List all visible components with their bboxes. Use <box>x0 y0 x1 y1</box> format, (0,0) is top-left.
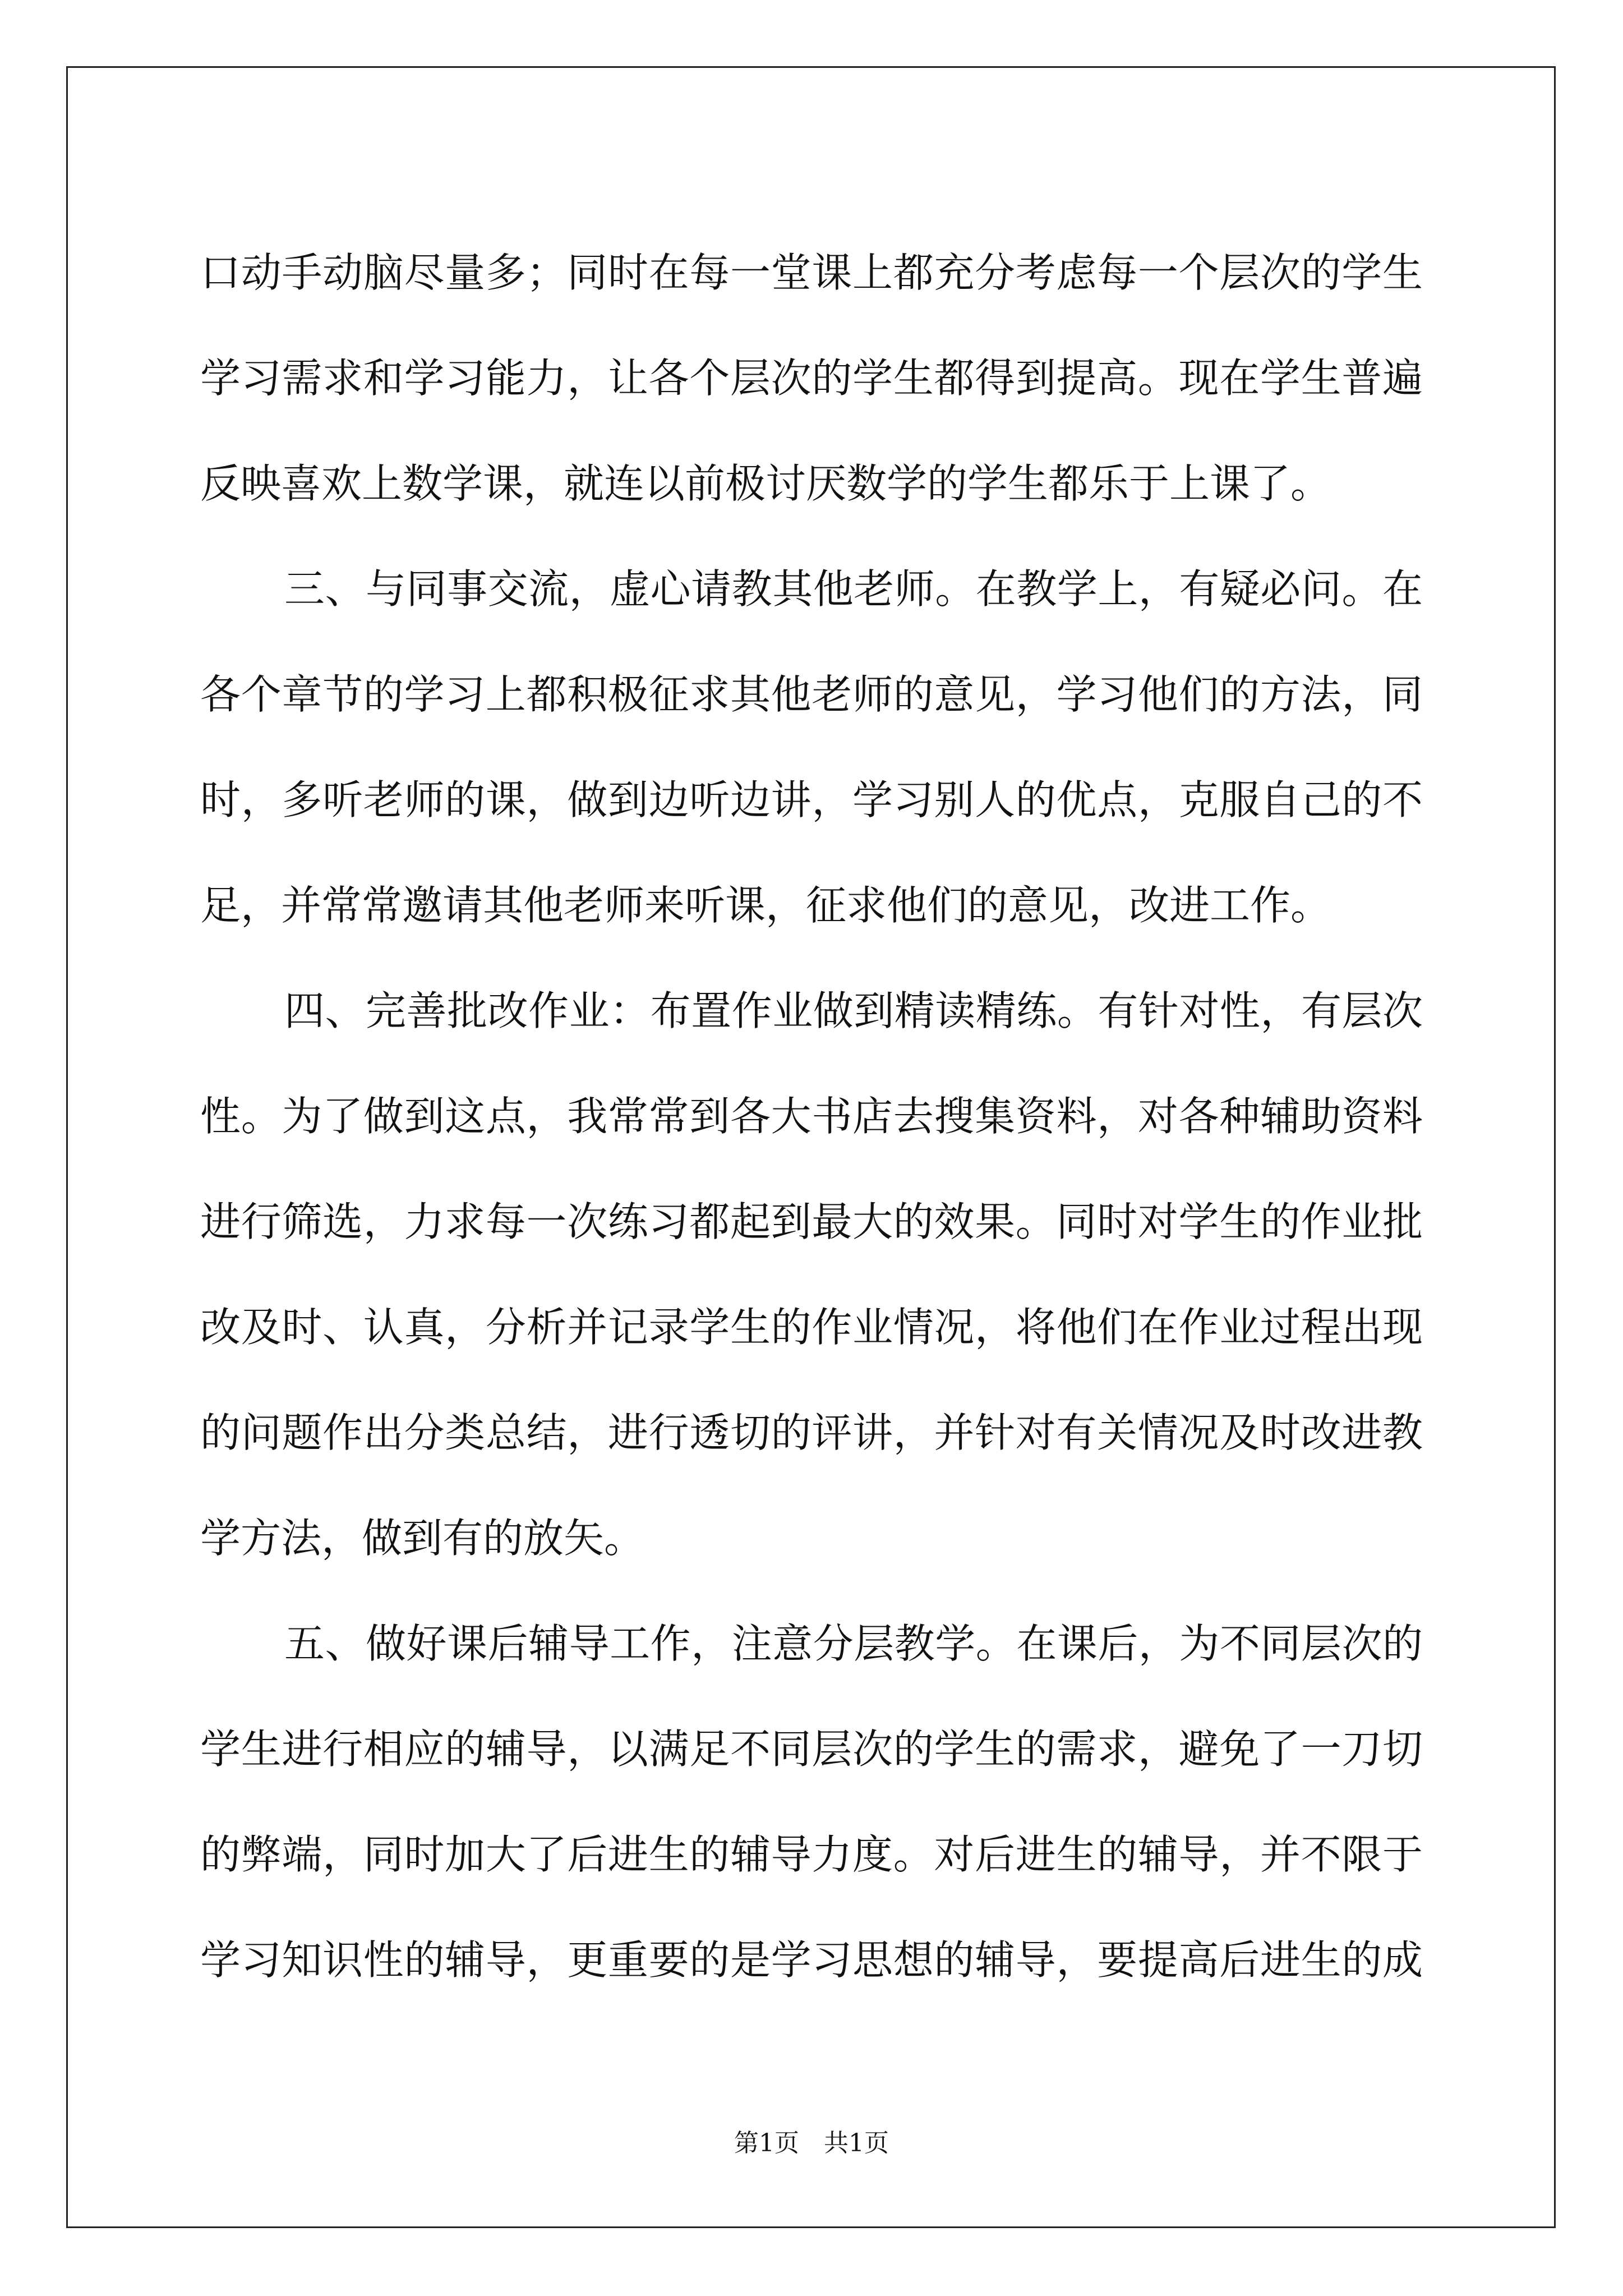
text-line: 口动手动脑尽量多；同时在每一堂课上都充分考虑每一个层次的学生 <box>200 249 1423 296</box>
paragraph-start-line: 五、做好课后辅导工作，注意分层教学。在课后，为不同层次的 <box>284 1620 1423 1667</box>
text-line: 改及时、认真，分析并记录学生的作业情况，将他们在作业过程出现 <box>200 1304 1423 1351</box>
text-line: 时，多听老师的课，做到边听边讲，学习别人的优点，克服自己的不 <box>200 776 1423 823</box>
text-line: 学生进行相应的辅导，以满足不同层次的学生的需求，避免了一刀切 <box>200 1726 1423 1773</box>
page-number-footer: 第1页 共1页 <box>734 2129 889 2157</box>
text-line: 各个章节的学习上都积极征求其他老师的意见，学习他们的方法，同 <box>200 671 1423 718</box>
text-line: 学习知识性的辅导，更重要的是学习思想的辅导，要提高后进生的成 <box>200 1936 1423 1984</box>
text-line: 性。为了做到这点，我常常到各大书店去搜集资料，对各种辅助资料 <box>200 1093 1423 1140</box>
paragraph-start-line: 四、完善批改作业：布置作业做到精读精练。有针对性，有层次 <box>284 987 1423 1034</box>
text-line: 反映喜欢上数学课，就连以前极讨厌数学的学生都乐于上课了。 <box>200 460 1331 507</box>
text-line: 学习需求和学习能力，让各个层次的学生都得到提高。现在学生普遍 <box>200 355 1423 402</box>
document-body <box>200 220 1423 2013</box>
text-line: 学方法，做到有的放矢。 <box>200 1515 645 1562</box>
text-line: 的弊端，同时加大了后进生的辅导力度。对后进生的辅导，并不限于 <box>200 1831 1423 1878</box>
text-line: 足，并常常邀请其他老师来听课，征求他们的意见，改进工作。 <box>200 882 1331 929</box>
paragraph-start-line: 三、与同事交流，虚心请教其他老师。在教学上，有疑必问。在 <box>284 565 1423 613</box>
text-line: 的问题作出分类总结，进行透切的评讲，并针对有关情况及时改进教 <box>200 1409 1423 1456</box>
text-line: 进行筛选，力求每一次练习都起到最大的效果。同时对学生的作业批 <box>200 1198 1423 1245</box>
